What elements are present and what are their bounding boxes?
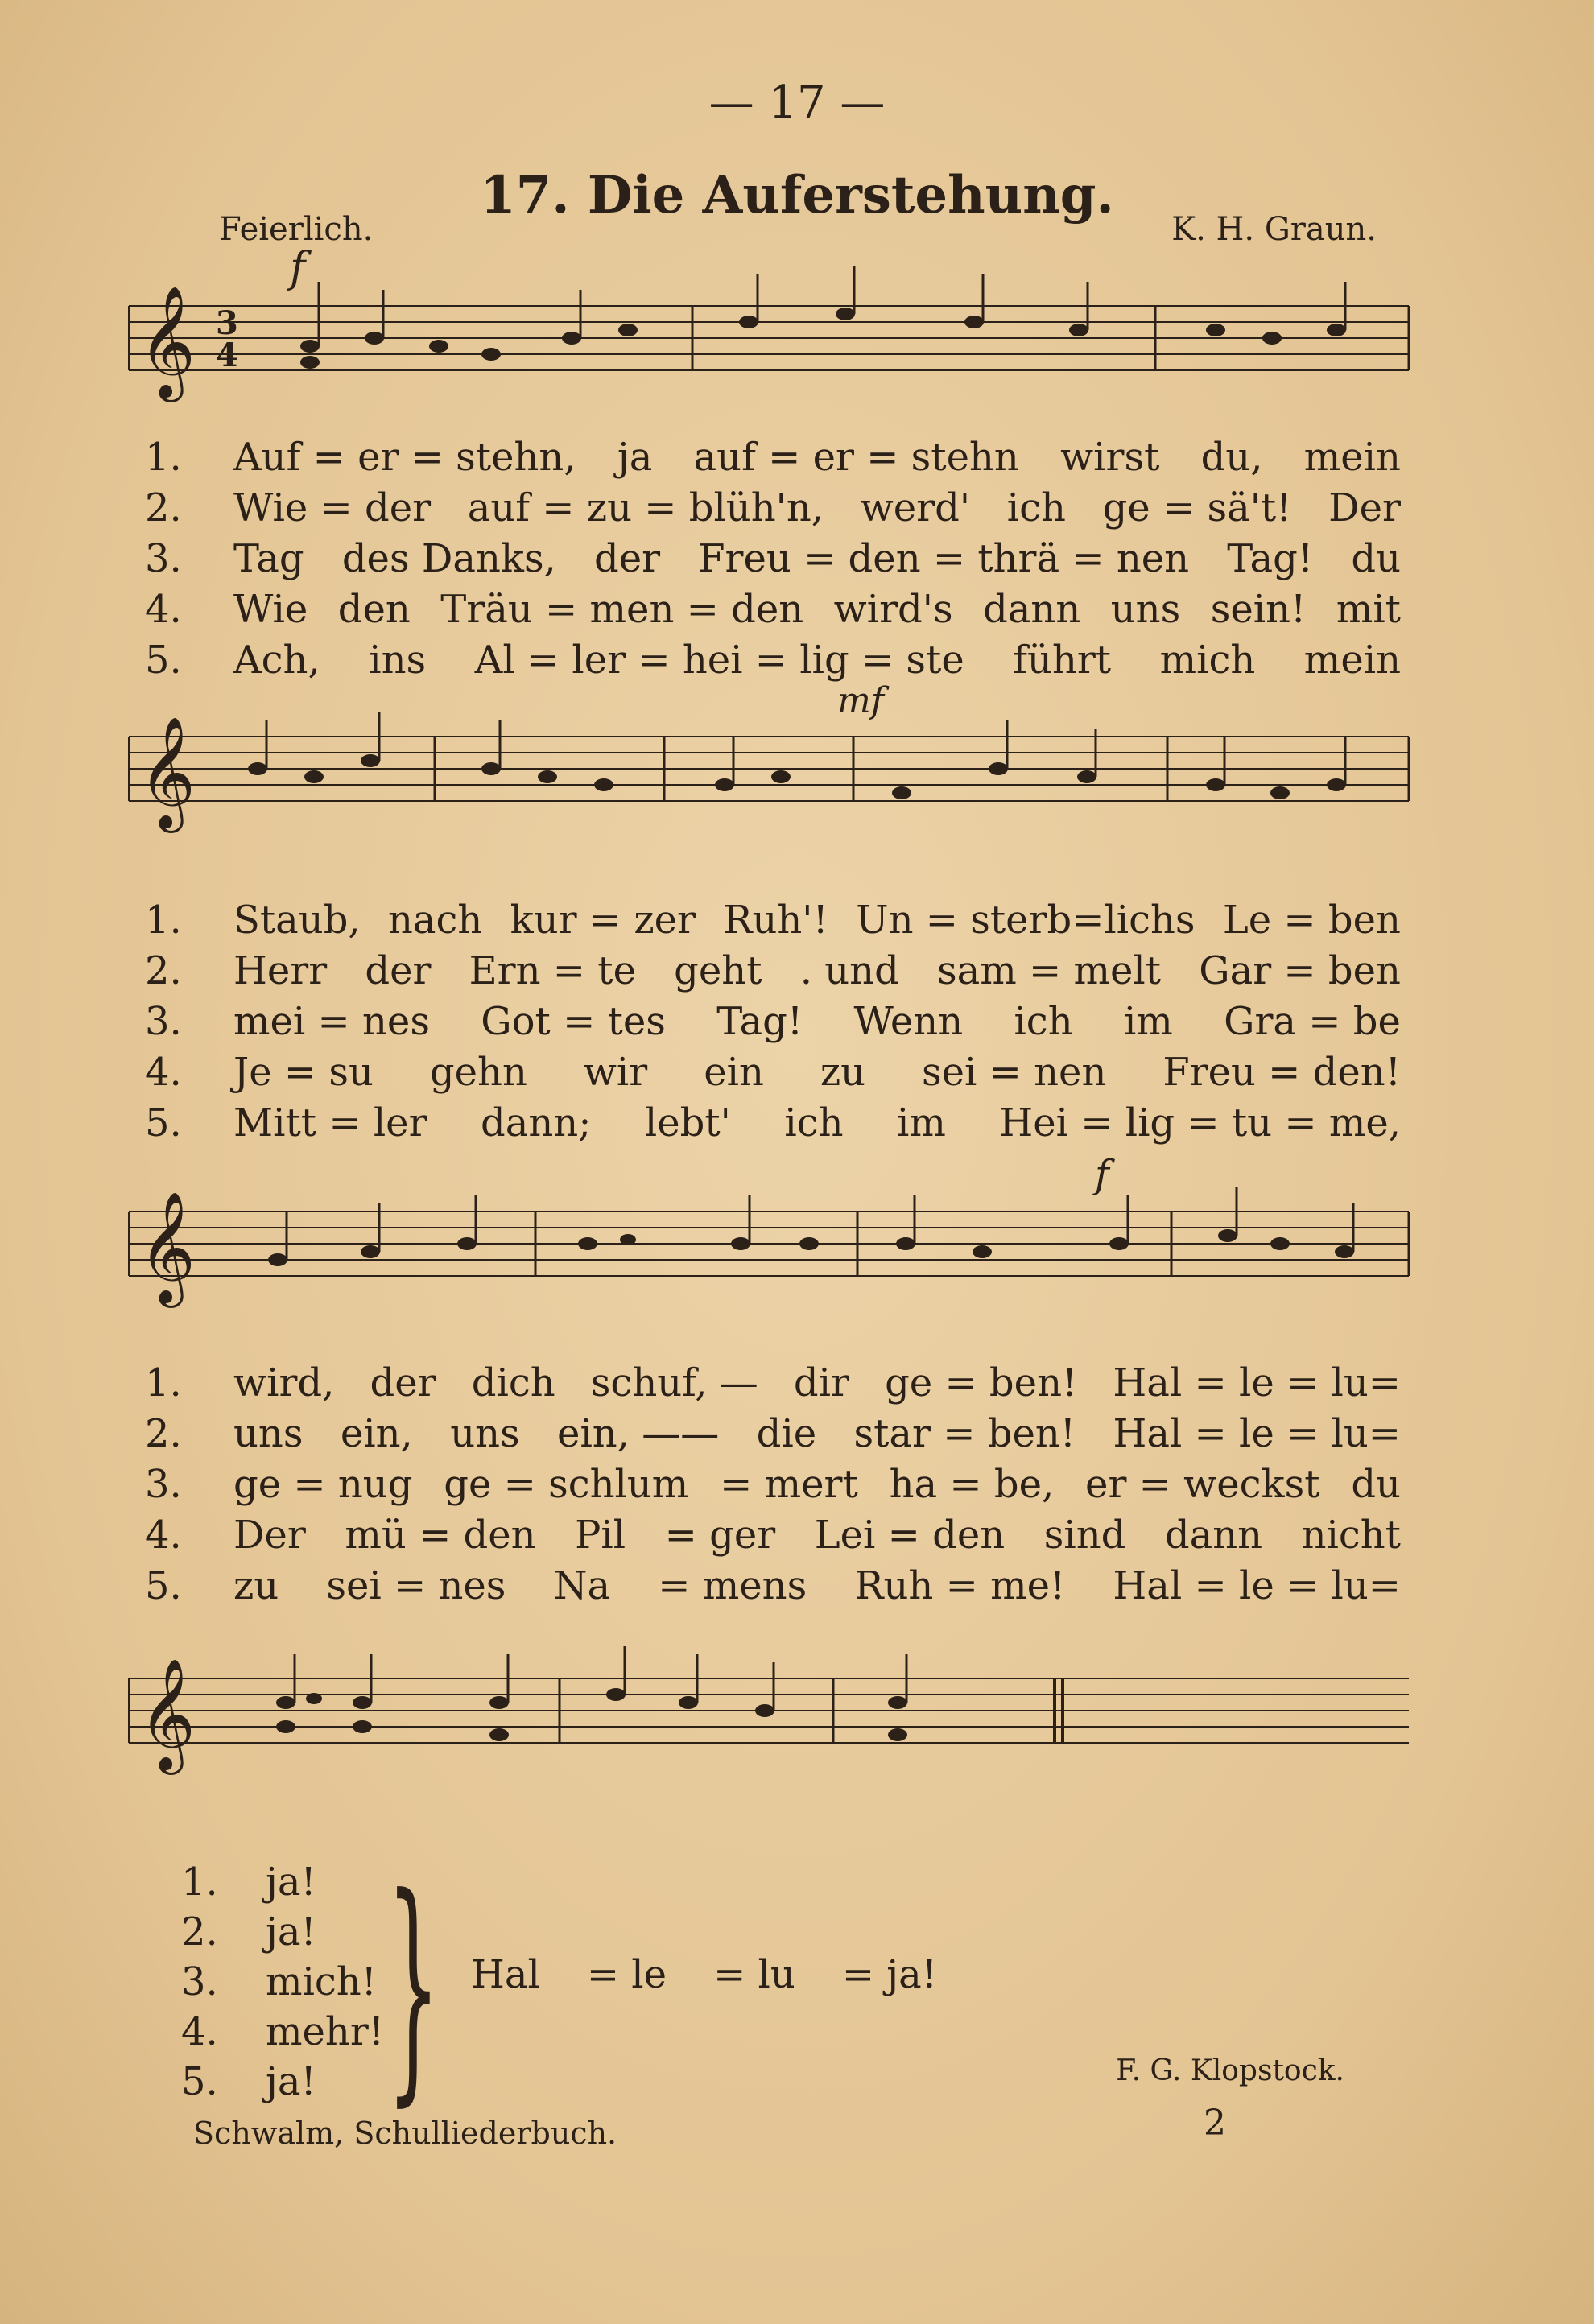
music-staff-4 <box>129 1658 1409 1783</box>
final-line: 2. ja! <box>181 1909 316 1955</box>
verses-block-3 <box>145 1360 1401 1614</box>
verse-line: 1. wird, der dich schuf, — dir ge = ben! Hal = le = lu= <box>145 1360 1401 1406</box>
verse-line: 2. uns ein, uns ein, —— die star = ben! Hal = le = lu= <box>145 1411 1401 1456</box>
publisher-footer: Schwalm, Schulliederbuch. <box>193 2116 617 2151</box>
verse-line: 1. Staub, nach kur = zer Ruh'! Un = sterb=lichs Le = ben <box>145 898 1401 943</box>
verse-line: 5. Ach, ins Al = ler = hei = lig = ste führt mich mein <box>145 638 1401 683</box>
music-staff-3 <box>129 1152 1409 1316</box>
verse-line: 4. Je = su gehn wir ein zu sei = nen Freu = den! <box>145 1050 1401 1095</box>
treble-clef-icon: 𝄞 <box>138 286 196 398</box>
staff-notation-3 <box>129 1152 1409 1316</box>
staff-notation-4 <box>129 1658 1409 1783</box>
verse-line: 3. mei = nes Got = tes Tag! Wenn ich im Gra = be <box>145 999 1401 1044</box>
dynamic-marking: f <box>1095 1152 1109 1197</box>
time-sig-bottom: 4 <box>216 336 238 374</box>
refrain-syllable: = ja! <box>841 1952 938 1997</box>
composer: K. H. Graun. <box>1171 211 1377 248</box>
verses-block-1 <box>145 435 1401 688</box>
final-lines <box>181 1860 384 2109</box>
tempo-marking: Feierlich. <box>219 211 374 248</box>
final-line: 1. ja! <box>181 1860 316 1905</box>
notes-group-2 <box>248 754 1346 799</box>
verse-line: 3. Tag des Danks, der Freu = den = thrä = nen Tag! du <box>145 536 1401 581</box>
music-staff-1 <box>129 244 1409 411</box>
music-staff-2 <box>129 680 1409 841</box>
refrain <box>471 1952 937 1997</box>
verse-line: 2. Wie = der auf = zu = blüh'n, werd' ich ge = sä't! Der <box>145 485 1401 530</box>
notes-group-3 <box>268 1229 1354 1266</box>
verse-line: 4. Der mü = den Pil = ger Lei = den sind dann nicht <box>145 1513 1401 1558</box>
page-number: — 17 — <box>708 76 886 129</box>
verse-line: 3. ge = nug ge = schlum = mert ha = be, er = weckst du <box>145 1462 1401 1507</box>
verse-line: 5. Mitt = ler dann; lebt' ich im Hei = lig = tu = me, <box>145 1100 1401 1145</box>
refrain-syllable: = lu <box>713 1952 795 1997</box>
verse-line: 4. Wie den Träu = men = den wird's dann uns sein! mit <box>145 587 1401 632</box>
lyricist: F. G. Klopstock. <box>1116 2054 1344 2087</box>
signature-mark: 2 <box>1204 2103 1226 2144</box>
dynamic-marking: f <box>290 244 306 292</box>
treble-clef-icon: 𝄞 <box>138 716 196 828</box>
final-line: 3. mich! <box>181 1959 377 2004</box>
dynamic-marking: mf <box>837 680 885 721</box>
treble-clef-icon: 𝄞 <box>138 1191 196 1303</box>
refrain-syllable: = le <box>586 1952 667 1997</box>
verses-block-2 <box>145 898 1401 1151</box>
refrain-syllable: Hal <box>471 1952 540 1997</box>
staff-notation-1 <box>129 244 1409 411</box>
brace-icon: } <box>386 1846 440 2127</box>
treble-clef-icon: 𝄞 <box>138 1658 196 1770</box>
hymn-title: 17. Die Auferstehung. <box>480 165 1114 225</box>
verse-line: 1. Auf = er = stehn, ja auf = er = stehn wirst du, mein <box>145 435 1401 480</box>
time-sig-top: 3 <box>216 304 238 342</box>
final-line: 5. ja! <box>181 2059 316 2104</box>
verse-line: 5. zu sei = nes Na = mens Ruh = me! Hal = le = lu= <box>145 1563 1401 1608</box>
verse-line: 2. Herr der Ern = te geht . und sam = melt Gar = ben <box>145 948 1401 993</box>
final-line: 4. mehr! <box>181 2009 385 2054</box>
staff-notation-2 <box>129 680 1409 841</box>
